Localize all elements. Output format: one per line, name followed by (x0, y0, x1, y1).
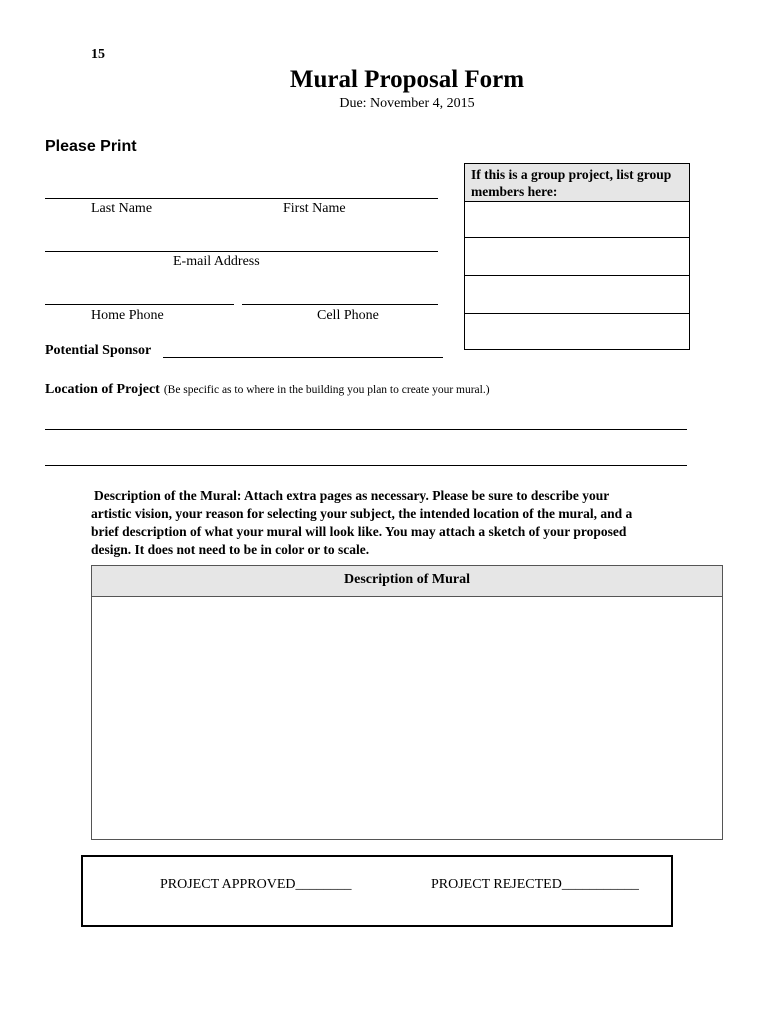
location-hint: (Be specific as to where in the building you plan to create your mural.) (163, 384, 490, 396)
sponsor-line[interactable] (163, 357, 443, 358)
last-name-label: Last Name (91, 201, 153, 216)
group-member-row[interactable] (465, 313, 689, 314)
page-number: 15 (91, 47, 105, 62)
description-instructions (91, 487, 632, 559)
home-phone-line[interactable] (45, 304, 234, 305)
group-members-table (464, 163, 690, 350)
group-member-row[interactable] (465, 275, 689, 276)
description-line: design. It does not need to be in color or to scale. (91, 542, 370, 557)
first-name-label: First Name (283, 201, 346, 216)
group-members-header (465, 164, 689, 202)
project-approved-label: PROJECT APPROVED________ (160, 877, 352, 892)
cell-phone-label: Cell Phone (317, 308, 379, 323)
due-date: Due: November 4, 2015 (339, 96, 475, 111)
name-line[interactable] (45, 198, 438, 199)
project-rejected-label: PROJECT REJECTED___________ (431, 877, 639, 892)
description-box[interactable] (91, 565, 723, 840)
location-line-1[interactable] (45, 429, 687, 430)
description-line: brief description of what your mural will look like. You may attach a sketch of your proposed (91, 524, 627, 539)
page-title: Mural Proposal Form (289, 66, 525, 93)
email-line[interactable] (45, 251, 438, 252)
group-members-title (471, 166, 671, 200)
approval-box (81, 855, 673, 927)
group-header-line2: members here: (471, 184, 558, 199)
sponsor-label: Potential Sponsor (45, 343, 152, 358)
group-member-row[interactable] (465, 237, 689, 238)
group-header-line1: If this is a group project, list group (471, 167, 672, 182)
location-label: Location of Project (45, 382, 160, 397)
description-line: artistic vision, your reason for selecting your subject, the intended location of the mural, and a (91, 506, 633, 521)
home-phone-label: Home Phone (91, 308, 164, 323)
please-print-heading: Please Print (45, 138, 137, 155)
description-box-title: Description of Mural (344, 572, 470, 587)
location-line-2[interactable] (45, 465, 687, 466)
location-label-row (45, 380, 490, 398)
description-line: Description of the Mural: Attach extra pages as necessary. Please be sure to describe your (94, 488, 610, 503)
description-box-header (92, 566, 722, 597)
email-label: E-mail Address (173, 254, 260, 269)
cell-phone-line[interactable] (242, 304, 438, 305)
